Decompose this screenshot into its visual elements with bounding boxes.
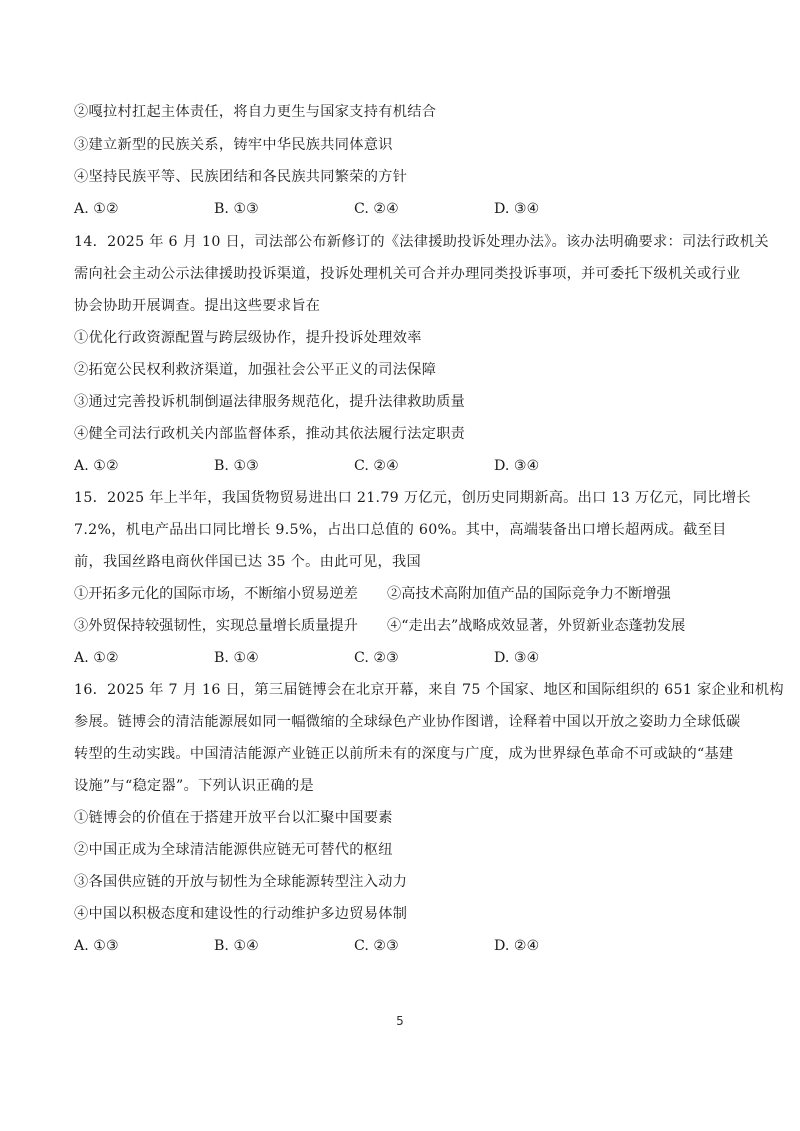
q14-options	[74, 456, 744, 476]
q15-items-row2	[74, 616, 744, 636]
q16-option-d: D. ②④	[494, 938, 540, 954]
q15-items-row1	[74, 584, 744, 604]
q13-item-4: ④坚持民族平等、民族团结和各民族共同繁荣的方针	[74, 169, 408, 185]
q16-stem-line: 参展。链博会的清洁能源展如同一幅微缩的全球绿色产业协作图谱，诠释着中国以开放之姿助力全球低碳	[74, 714, 741, 730]
q16-stem-line: 转型的生动实践。中国清洁能源产业链正以前所未有的深度与广度，成为世界绿色革命不可或缺的“基建	[74, 746, 734, 762]
q15-option-a: A. ①②	[74, 650, 119, 666]
q13-option-a: A. ①②	[74, 201, 119, 217]
q15-stem-line: 7.2%，机电产品出口同比增长 9.5%，占出口总值的 60%。其中，高端装备出口增长超两成。截至目	[74, 522, 727, 538]
q14-option-b: B. ①③	[214, 458, 259, 474]
q14-item-1: ①优化行政资源配置与跨层级协作，提升投诉处理效率	[74, 330, 422, 346]
q16-item-1: ①链博会的价值在于搭建开放平台以汇聚中国要素	[74, 810, 393, 826]
q16-stem-line: 设施”与“稳定器”。下列认识正确的是	[74, 778, 314, 794]
q14-option-a: A. ①②	[74, 458, 119, 474]
q14-option-d: D. ③④	[494, 458, 540, 474]
q13-item-3: ③建立新型的民族关系，铸牢中华民族共同体意识	[74, 137, 393, 153]
q16-item-4: ④中国以积极态度和建设性的行动维护多边贸易体制	[74, 906, 408, 922]
q15-options	[74, 648, 744, 668]
q16-options	[74, 936, 744, 956]
q15-option-c: C. ②③	[354, 650, 399, 666]
q15-option-b: B. ①④	[214, 650, 259, 666]
q14-stem-line: 协会协助开展调查。提出这些要求旨在	[74, 298, 321, 314]
q14-item-4: ④健全司法行政机关内部监督体系，推动其依法履行法定职责	[74, 426, 466, 442]
q15-item-1: ①开拓多元化的国际市场，不断缩小贸易逆差	[74, 586, 358, 602]
q13-option-c: C. ②④	[354, 201, 399, 217]
q16-item-2: ②中国正成为全球清洁能源供应链无可替代的枢纽	[74, 842, 393, 858]
q14-stem-line: 14．2025 年 6 月 10 日，司法部公布新修订的《法律援助投诉处理办法》。该办法明确要求：司法行政机关	[74, 234, 769, 250]
q13-item-2: ②嘎拉村扛起主体责任，将自力更生与国家支持有机结合	[74, 104, 437, 120]
q15-item-2: ②高技术高附加值产品的国际竞争力不断增强	[387, 586, 671, 602]
q16-stem-line: 16．2025 年 7 月 16 日，第三届链博会在北京开幕，来自 75 个国家、地区和国际组织的 651 家企业和机构	[74, 682, 784, 698]
q16-item-3: ③各国供应链的开放与韧性为全球能源转型注入动力	[74, 874, 408, 890]
q14-option-c: C. ②④	[354, 458, 399, 474]
page-number: 5	[396, 1014, 404, 1028]
q15-stem-line: 前，我国丝路电商伙伴国已达 35 个。由此可见，我国	[74, 554, 421, 570]
q16-option-a: A. ①③	[74, 938, 119, 954]
q14-stem-line: 需向社会主动公示法律援助投诉渠道，投诉处理机关可合并办理同类投诉事项，并可委托下级机关或行业	[74, 266, 741, 282]
q15-stem-line: 15．2025 年上半年，我国货物贸易进出口 21.79 万亿元，创历史同期新高。出口 13 万亿元，同比增长	[74, 490, 751, 506]
q15-item-3: ③外贸保持较强韧性，实现总量增长质量提升	[74, 618, 358, 634]
q15-option-d: D. ③④	[494, 650, 540, 666]
q13-option-b: B. ①③	[214, 201, 259, 217]
q14-item-3: ③通过完善投诉机制倒逼法律服务规范化，提升法律救助质量	[74, 394, 466, 410]
q13-options	[74, 199, 744, 219]
q13-option-d: D. ③④	[494, 201, 540, 217]
q16-option-b: B. ①④	[214, 938, 259, 954]
q14-item-2: ②拓宽公民权利救济渠道，加强社会公平正义的司法保障	[74, 362, 437, 378]
q16-option-c: C. ②③	[354, 938, 399, 954]
q15-item-4: ④“走出去”战略成效显著，外贸新业态蓬勃发展	[387, 618, 686, 634]
